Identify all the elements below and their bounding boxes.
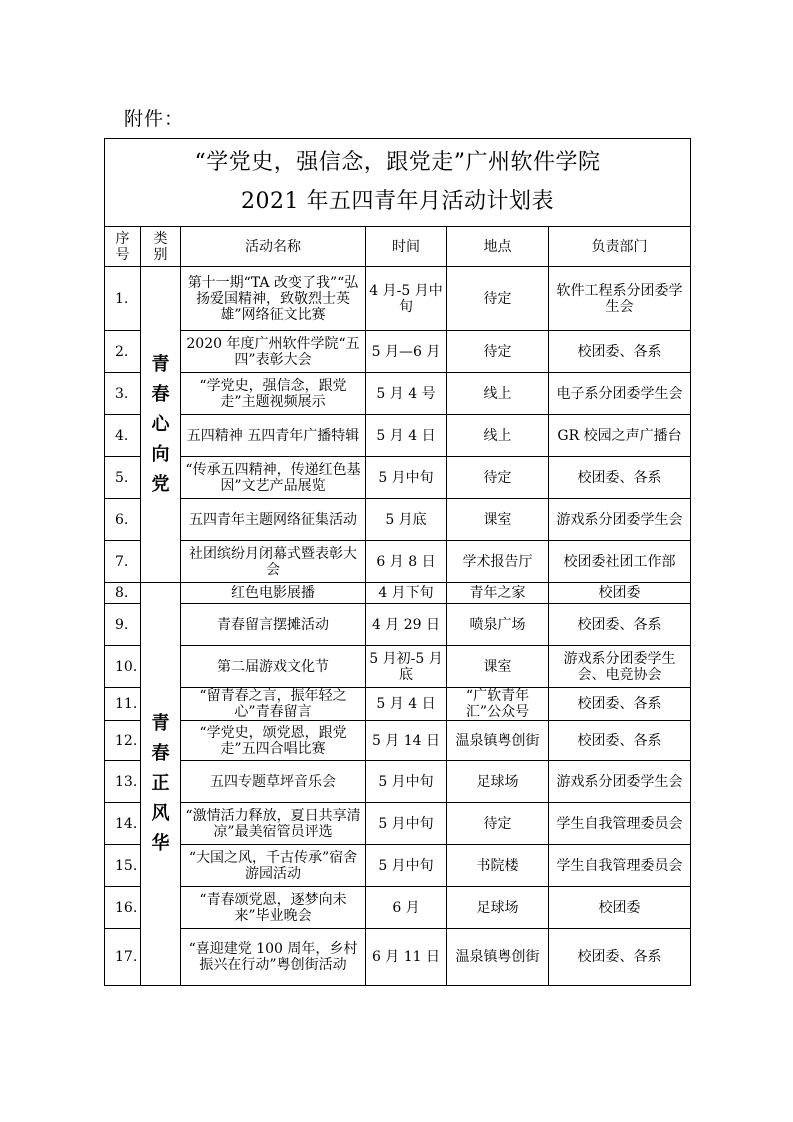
header-seq: 序号 bbox=[105, 227, 141, 267]
responsible-dept: 学生自我管理委员会 bbox=[549, 845, 691, 887]
responsible-dept: 软件工程系分团委学生会 bbox=[549, 267, 691, 331]
category-cell bbox=[141, 583, 181, 986]
responsible-dept: GR 校园之声广播台 bbox=[549, 415, 691, 457]
table-row bbox=[105, 604, 691, 646]
responsible-dept: 校团委、各系 bbox=[549, 688, 691, 721]
row-number: 10. bbox=[105, 646, 141, 688]
activity-place: 待定 bbox=[447, 457, 549, 499]
activity-time: 6 月 bbox=[366, 887, 447, 929]
activity-name: 青春留言摆摊活动 bbox=[181, 604, 366, 646]
responsible-dept: 校团委 bbox=[549, 887, 691, 929]
row-number: 16. bbox=[105, 887, 141, 929]
row-number: 5. bbox=[105, 457, 141, 499]
activity-name: “激情活力释放，夏日共享清凉”最美宿管员评选 bbox=[181, 803, 366, 845]
activity-time: 5 月底 bbox=[366, 499, 447, 541]
activity-place: 课室 bbox=[447, 646, 549, 688]
row-number: 13. bbox=[105, 761, 141, 803]
activity-name: 社团缤纷月闭幕式暨表彰大会 bbox=[181, 541, 366, 583]
activity-time: 6 月 11 日 bbox=[366, 929, 447, 986]
table-row bbox=[105, 583, 691, 604]
activity-time: 5 月中旬 bbox=[366, 845, 447, 887]
activity-place: 青年之家 bbox=[447, 583, 549, 604]
header-category: 类别 bbox=[141, 227, 181, 267]
activity-name: 五四专题草坪音乐会 bbox=[181, 761, 366, 803]
activity-time: 5 月初-5 月底 bbox=[366, 646, 447, 688]
row-number: 8. bbox=[105, 583, 141, 604]
activity-place: 温泉镇粤创街 bbox=[447, 929, 549, 986]
activity-place: 线上 bbox=[447, 373, 549, 415]
activity-place: 待定 bbox=[447, 803, 549, 845]
activity-place: 喷泉广场 bbox=[447, 604, 549, 646]
table-row bbox=[105, 373, 691, 415]
row-number: 11. bbox=[105, 688, 141, 721]
responsible-dept: 学生自我管理委员会 bbox=[549, 803, 691, 845]
activity-time: 5 月中旬 bbox=[366, 457, 447, 499]
table-row bbox=[105, 688, 691, 721]
category-label: 青春正风华 bbox=[151, 713, 170, 854]
activity-time: 5 月 4 日 bbox=[366, 415, 447, 457]
activity-place: 课室 bbox=[447, 499, 549, 541]
category-cell bbox=[141, 267, 181, 583]
row-number: 1. bbox=[105, 267, 141, 331]
activity-time: 5 月 14 日 bbox=[366, 721, 447, 761]
responsible-dept: 游戏系分团委学生会、电竞协会 bbox=[549, 646, 691, 688]
responsible-dept: 校团委、各系 bbox=[549, 929, 691, 986]
activity-name: 第二届游戏文化节 bbox=[181, 646, 366, 688]
table-row bbox=[105, 499, 691, 541]
row-number: 15. bbox=[105, 845, 141, 887]
table-row bbox=[105, 646, 691, 688]
row-number: 12. bbox=[105, 721, 141, 761]
activity-time: 5 月中旬 bbox=[366, 761, 447, 803]
activity-time: 5 月中旬 bbox=[366, 803, 447, 845]
activity-place: 足球场 bbox=[447, 761, 549, 803]
activity-place: 足球场 bbox=[447, 887, 549, 929]
activity-plan-table bbox=[104, 138, 691, 986]
activity-name: “留青春之言，振年轻之心”青春留言 bbox=[181, 688, 366, 721]
table-row bbox=[105, 929, 691, 986]
activity-place: 待定 bbox=[447, 331, 549, 373]
activity-name: “学党史，强信念，跟党走”主题视频展示 bbox=[181, 373, 366, 415]
table-title bbox=[105, 139, 691, 227]
responsible-dept: 电子系分团委学生会 bbox=[549, 373, 691, 415]
title-row bbox=[105, 139, 691, 227]
table-row bbox=[105, 415, 691, 457]
activity-place: 待定 bbox=[447, 267, 549, 331]
row-number: 7. bbox=[105, 541, 141, 583]
activity-time: 4 月下旬 bbox=[366, 583, 447, 604]
activity-time: 5 月 4 日 bbox=[366, 688, 447, 721]
header-time: 时间 bbox=[366, 227, 447, 267]
activity-time: 6 月 8 日 bbox=[366, 541, 447, 583]
activity-name: “青春颂党恩，逐梦向未来”毕业晚会 bbox=[181, 887, 366, 929]
responsible-dept: 校团委、各系 bbox=[549, 331, 691, 373]
table-row bbox=[105, 887, 691, 929]
row-number: 4. bbox=[105, 415, 141, 457]
title-line-1: “学党史，强信念，跟党走”广州软件学院 bbox=[194, 150, 601, 175]
responsible-dept: 游戏系分团委学生会 bbox=[549, 499, 691, 541]
activity-time: 5 月 4 号 bbox=[366, 373, 447, 415]
activity-name: 五四精神 五四青年广播特辑 bbox=[181, 415, 366, 457]
responsible-dept: 校团委 bbox=[549, 583, 691, 604]
activity-time: 4 月 29 日 bbox=[366, 604, 447, 646]
row-number: 14. bbox=[105, 803, 141, 845]
table-row bbox=[105, 457, 691, 499]
table-row bbox=[105, 803, 691, 845]
header-place: 地点 bbox=[447, 227, 549, 267]
activity-name: “学党史，颂党恩，跟党走”五四合唱比赛 bbox=[181, 721, 366, 761]
row-number: 17. bbox=[105, 929, 141, 986]
responsible-dept: 校团委、各系 bbox=[549, 721, 691, 761]
activity-name: 2020 年度广州软件学院“五四”表彰大会 bbox=[181, 331, 366, 373]
row-number: 3. bbox=[105, 373, 141, 415]
activity-name: “传承五四精神，传递红色基因”文艺产品展览 bbox=[181, 457, 366, 499]
responsible-dept: 校团委、各系 bbox=[549, 457, 691, 499]
table-row bbox=[105, 845, 691, 887]
title-line-2: 2021 年五四青年月活动计划表 bbox=[241, 189, 554, 214]
row-number: 9. bbox=[105, 604, 141, 646]
table-row bbox=[105, 541, 691, 583]
attachment-label: 附件： bbox=[124, 108, 185, 130]
activity-place: 书院楼 bbox=[447, 845, 549, 887]
activity-time: 4 月-5 月中旬 bbox=[366, 267, 447, 331]
activity-place: 学术报告厅 bbox=[447, 541, 549, 583]
activity-place: 线上 bbox=[447, 415, 549, 457]
table-row bbox=[105, 721, 691, 761]
header-name: 活动名称 bbox=[181, 227, 366, 267]
row-number: 6. bbox=[105, 499, 141, 541]
responsible-dept: 游戏系分团委学生会 bbox=[549, 761, 691, 803]
activity-name: “大国之风，千古传承”宿舍游园活动 bbox=[181, 845, 366, 887]
activity-place: 温泉镇粤创街 bbox=[447, 721, 549, 761]
activity-place: “广软青年汇”公众号 bbox=[447, 688, 549, 721]
activity-name: “喜迎建党 100 周年，乡村振兴在行动”粤创街活动 bbox=[181, 929, 366, 986]
header-row bbox=[105, 227, 691, 267]
activity-name: 第十一期“TA 改变了我”“弘扬爱国精神，致敬烈士英雄”网络征文比赛 bbox=[181, 267, 366, 331]
responsible-dept: 校团委社团工作部 bbox=[549, 541, 691, 583]
table-row bbox=[105, 761, 691, 803]
header-dept: 负责部门 bbox=[549, 227, 691, 267]
table-row bbox=[105, 267, 691, 331]
activity-name: 红色电影展播 bbox=[181, 583, 366, 604]
activity-time: 5 月—6 月 bbox=[366, 331, 447, 373]
activity-name: 五四青年主题网络征集活动 bbox=[181, 499, 366, 541]
row-number: 2. bbox=[105, 331, 141, 373]
category-label: 青春心向党 bbox=[151, 353, 170, 495]
responsible-dept: 校团委、各系 bbox=[549, 604, 691, 646]
table-row bbox=[105, 331, 691, 373]
